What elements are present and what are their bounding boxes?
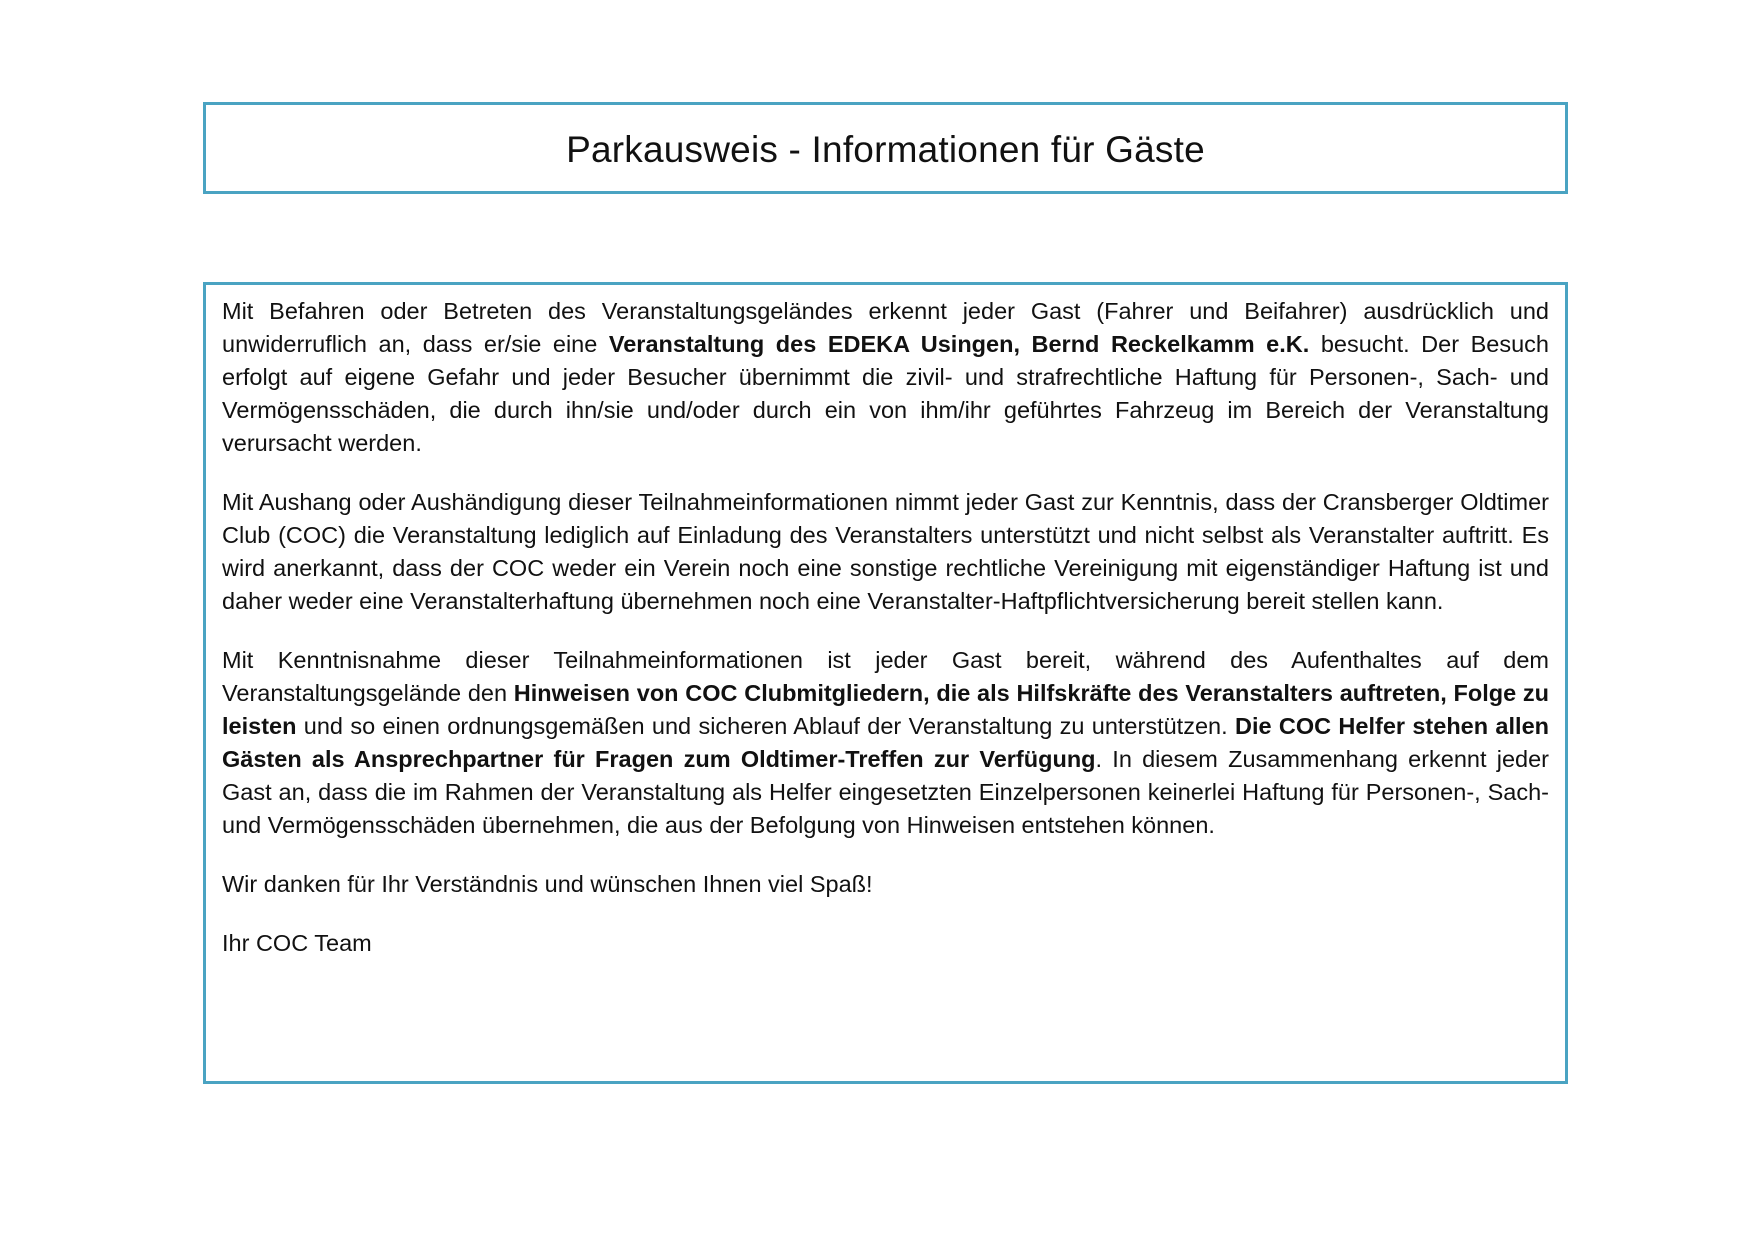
paragraph-coc-role [222,486,1549,618]
paragraph-liability-text-1: Mit Befahren oder Betreten des Veranstaltungsgeländes erkennt jeder Gast (Fahrer und Beifahrer) ausdrücklich und unwiderruflich an, dass er/sie eine [222,298,1549,357]
paragraph-thanks-text: Wir danken für Ihr Verständnis und wünschen Ihnen viel Spaß! [222,871,873,897]
paragraph-helpers-bold-2: Die COC Helfer stehen allen Gästen als Ansprechpartner für Fragen zum Oldtimer-Treffen zur Verfügung [222,713,1549,772]
paragraph-thanks [222,868,1549,901]
paragraph-coc-role-text: Mit Aushang oder Aushändigung dieser Teilnahmeinformationen nimmt jeder Gast zur Kenntnis, dass der Cransberger Oldtimer Club (COC) die Veranstaltung lediglich auf Einladung des Veranstalters unterstützt und nicht selbst als Veranstalter auftritt. Es wird anerkannt, dass der COC weder ein Verein noch eine sonstige rechtliche Vereinigung mit eigenständiger Haftung ist und daher weder eine Veranstalterhaftung übernehmen noch eine Veranstalter-Haftpflichtversicherung bereit stellen kann. [222,489,1549,614]
paragraph-liability-organizer: Veranstaltung des EDEKA Usingen, Bernd Reckelkamm e.K. [608,331,1310,357]
info-text-box [203,282,1568,1084]
paragraph-liability [222,295,1549,460]
paragraph-helpers-bold-1: Hinweisen von COC Clubmitgliedern, die als Hilfskräfte des Veranstalters auftreten, Folge zu leisten [222,680,1550,739]
paragraph-liability-text-2: besucht. Der Besuch erfolgt auf eigene Gefahr und jeder Besucher übernimmt die zivil- und strafrechtliche Haftung für Personen-, Sach- und Vermögensschäden, die durch ihn/sie und/oder durch ein von ihm/ihr geführtes Fahrzeug im Bereich der Veranstaltung verursacht werden. [222,331,1549,456]
page-title: Parkausweis - Informationen für Gäste [566,129,1205,170]
paragraph-helpers-text-2: und so einen ordnungsgemäßen und sicheren Ablauf der Veranstaltung zu unterstützen. [296,713,1235,739]
title-box [203,102,1568,194]
paragraph-helpers-text-3: . In diesem Zusammenhang erkennt jeder Gast an, dass die im Rahmen der Veranstaltung als Helfer eingesetzten Einzelpersonen keinerlei Haftung für Personen-, Sach- und Vermögensschäden übernehmen, die aus der Befolgung von Hinweisen entstehen können. [222,746,1549,838]
paragraph-helpers-text-1: Mit Kenntnisnahme dieser Teilnahmeinformationen ist jeder Gast bereit, während des Aufenthaltes auf dem Veranstaltungsgelände den [222,647,1549,706]
signature-text: Ihr COC Team [222,930,372,956]
paragraph-helpers [222,644,1549,842]
paragraph-signature [222,927,1549,960]
